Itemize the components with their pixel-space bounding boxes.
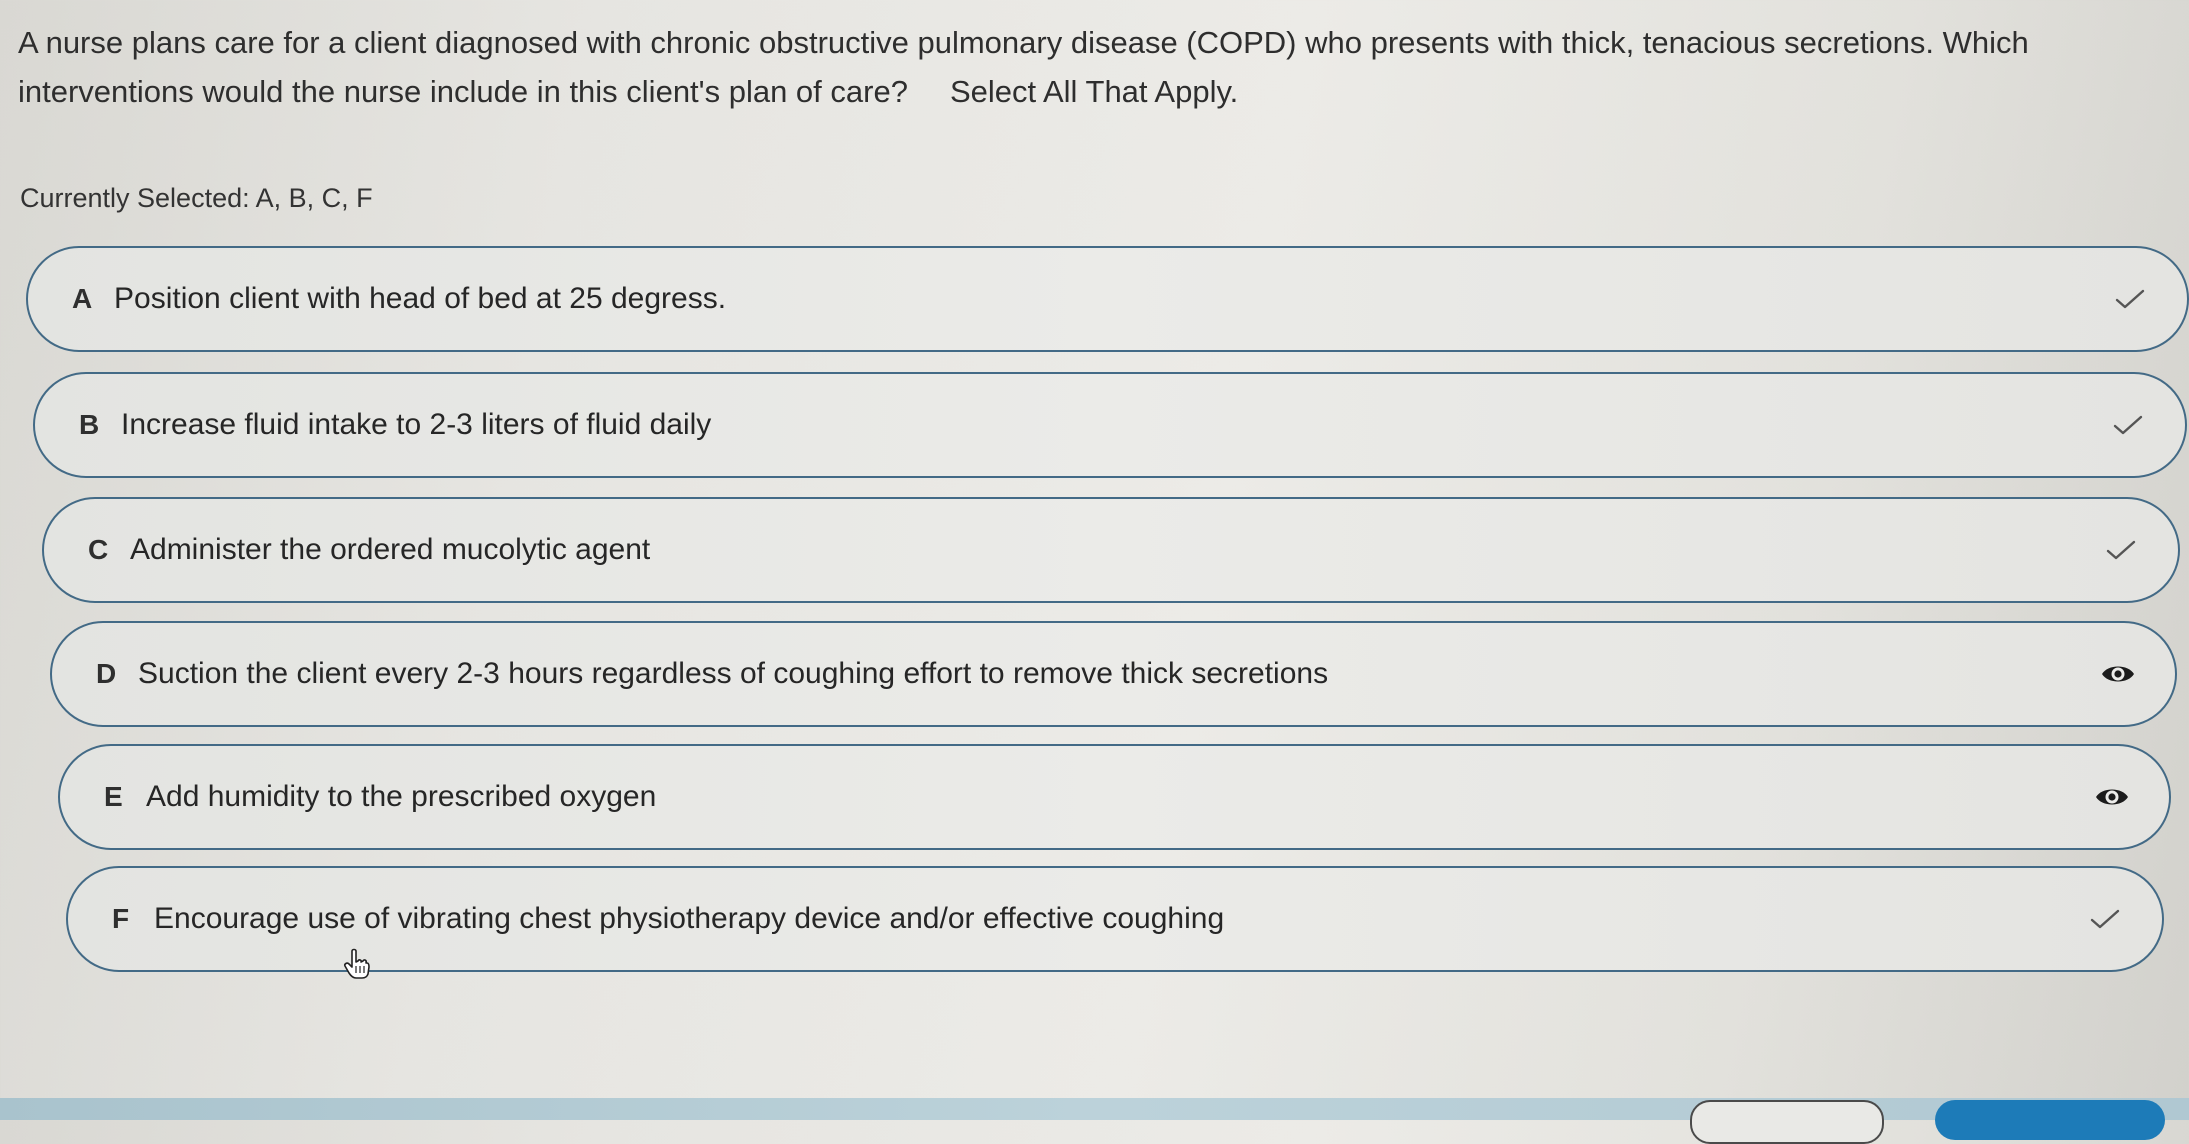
- answer-option-a[interactable]: [26, 246, 2189, 352]
- eye-icon[interactable]: [2099, 655, 2137, 693]
- check-icon: [2086, 900, 2124, 938]
- option-text: Suction the client every 2-3 hours regardless of coughing effort to remove thick secretions: [138, 657, 1329, 690]
- question-stem: A nurse plans care for a client diagnosed with chronic obstructive pulmonary disease (COPD) who presents with thick, tenacious secretions. Which interventions would the nurse include in this client's plan of care?: [18, 25, 2029, 109]
- hand-pointer-cursor-icon: [343, 948, 371, 980]
- check-icon: [2109, 406, 2147, 444]
- answer-option-e[interactable]: [58, 744, 2171, 850]
- option-letter: F: [112, 903, 130, 934]
- answer-option-d[interactable]: [50, 621, 2177, 727]
- option-letter: B: [79, 409, 100, 440]
- secondary-button[interactable]: [1690, 1100, 1884, 1144]
- primary-button[interactable]: [1935, 1100, 2165, 1140]
- check-icon: [2111, 280, 2149, 318]
- eye-icon[interactable]: [2093, 778, 2131, 816]
- option-text: Encourage use of vibrating chest physiotherapy device and/or effective coughing: [154, 902, 1225, 935]
- option-text: Increase fluid intake to 2-3 liters of fluid daily: [121, 408, 712, 441]
- option-text: Administer the ordered mucolytic agent: [130, 533, 651, 566]
- option-text: Add humidity to the prescribed oxygen: [146, 780, 657, 813]
- question-instruction: Select All That Apply.: [949, 74, 1239, 109]
- answer-option-c[interactable]: [42, 497, 2180, 603]
- check-icon: [2102, 531, 2140, 569]
- question-text: [18, 18, 2168, 116]
- option-letter: C: [88, 534, 109, 565]
- option-letter: E: [104, 781, 123, 812]
- answer-option-b[interactable]: [33, 372, 2187, 478]
- option-letter: D: [96, 658, 117, 689]
- option-text: Position client with head of bed at 25 degress.: [114, 282, 727, 315]
- answer-option-f[interactable]: [66, 866, 2164, 972]
- currently-selected-status: Currently Selected: A, B, C, F: [20, 183, 373, 213]
- option-letter: A: [72, 283, 93, 314]
